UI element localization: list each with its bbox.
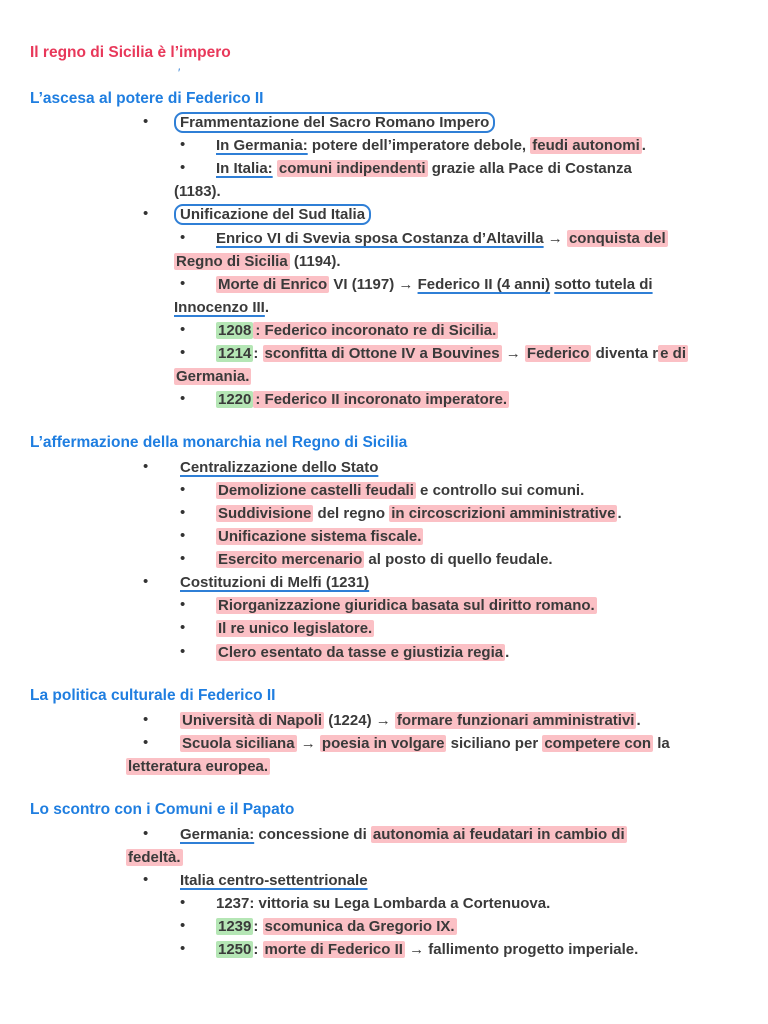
- bullet: •: [180, 136, 186, 153]
- text-span: diventa r: [591, 345, 659, 362]
- highlight: sconfitta di Ottone IV a Bouvines: [264, 345, 500, 362]
- highlight: formare funzionari amministrativi: [396, 712, 635, 729]
- highlight: poesia in volgare: [321, 735, 445, 752]
- highlight: autonomia ai feudatari in cambio di: [372, 826, 625, 843]
- highlight: in circoscrizioni amministrative: [391, 505, 616, 522]
- highlight: Germania.: [176, 368, 250, 385]
- text-span: →: [501, 345, 525, 362]
- list-item: 1237: vittoria su Lega Lombarda a Cortenuova.: [216, 895, 551, 912]
- highlight: Federico: [526, 345, 590, 362]
- highlight: competere con: [544, 735, 652, 752]
- bullet: •: [143, 711, 149, 728]
- year-highlight: 1208: [218, 322, 252, 339]
- highlight: Esercito mercenario: [218, 551, 363, 568]
- highlight: comuni indipendenti: [278, 160, 426, 177]
- text-span: Innocenzo III: [174, 299, 265, 316]
- text-span: sotto tutela di: [554, 276, 653, 293]
- text-span: (1224) →: [324, 712, 395, 729]
- section-heading-cultura: La politica culturale di Federico II: [30, 687, 276, 704]
- text-span: Costituzioni di Melfi (1231): [180, 574, 370, 591]
- list-item-continuation: [126, 848, 183, 868]
- year-highlight: 1214: [218, 345, 252, 362]
- bullet: •: [180, 527, 186, 544]
- bullet: •: [180, 917, 186, 934]
- text-span: :: [253, 941, 263, 958]
- list-item: [216, 481, 584, 501]
- highlight: e di: [660, 345, 686, 362]
- list-item: [216, 229, 668, 249]
- year-highlight: 1250: [218, 941, 252, 958]
- highlight: : Federico incoronato re di Sicilia.: [255, 322, 497, 339]
- text-span: .: [264, 299, 270, 316]
- section-heading-monarchia: L’affermazione della monarchia nel Regno di Sicilia: [30, 434, 408, 451]
- highlight: conquista del: [568, 230, 666, 247]
- list-item: [216, 504, 622, 524]
- list-item: [216, 275, 653, 295]
- bullet: •: [180, 344, 186, 361]
- bullet: •: [143, 573, 149, 590]
- bullet: •: [180, 229, 186, 246]
- list-item: [174, 205, 371, 225]
- text-span: →: [296, 735, 320, 752]
- text-span: la: [653, 735, 670, 752]
- bullet: •: [143, 825, 149, 842]
- list-item: [174, 113, 495, 133]
- bullet: •: [180, 550, 186, 567]
- highlight: morte di Federico II: [264, 941, 403, 958]
- text-span: Enrico VI di Svevia sposa Costanza d’Altavilla: [216, 230, 544, 247]
- year-highlight: 1239: [218, 918, 252, 935]
- bullet: •: [180, 643, 186, 660]
- bullet: •: [180, 504, 186, 521]
- highlight: Demolizione castelli feudali: [218, 482, 414, 499]
- list-item: [180, 458, 378, 478]
- list-item-continuation: (1183).: [174, 183, 221, 200]
- text-span: In Germania:: [216, 137, 308, 154]
- list-item: [216, 344, 688, 364]
- text-span: del regno: [313, 505, 390, 522]
- text-span: Federico II (4 anni): [417, 276, 551, 293]
- list-item-continuation: [126, 757, 270, 777]
- bullet: •: [180, 940, 186, 957]
- text-span: :: [253, 918, 263, 935]
- highlight: Morte di Enrico: [218, 276, 328, 293]
- text-span: .: [636, 712, 641, 729]
- list-item: [216, 596, 597, 616]
- bullet: •: [143, 871, 149, 888]
- text-span: .: [505, 644, 510, 661]
- highlight: feudi autonomi: [532, 137, 640, 154]
- bullet: •: [143, 113, 149, 130]
- list-item: [216, 940, 638, 960]
- list-item: [180, 871, 368, 891]
- highlight: Il re unico legislatore.: [218, 620, 373, 637]
- list-item: [216, 643, 509, 663]
- text-span: potere dell’imperatore debole,: [307, 137, 531, 154]
- highlight: Unificazione sistema fiscale.: [218, 528, 422, 545]
- list-item: [180, 573, 369, 593]
- text-span: →: [543, 230, 567, 247]
- text-span: .: [617, 505, 622, 522]
- highlight: Scuola siciliana: [182, 735, 295, 752]
- highlight: Riorganizzazione giuridica basata sul diritto romano.: [218, 597, 595, 614]
- text-span: VI (1197) →: [329, 276, 418, 293]
- stray-mark: ′: [178, 66, 181, 80]
- highlight: fedeltà.: [128, 849, 181, 866]
- bullet: •: [143, 205, 149, 222]
- list-item: [216, 550, 553, 570]
- text-span: Germania:: [180, 826, 255, 843]
- list-item: [180, 825, 627, 845]
- list-item: [180, 711, 641, 731]
- section-heading-scontro: Lo scontro con i Comuni e il Papato: [30, 801, 295, 818]
- page-title: Il regno di Sicilia è l’impero: [30, 44, 231, 61]
- text-span: grazie alla Pace di Costanza: [427, 160, 632, 177]
- text-span: :: [253, 345, 263, 362]
- highlight: : Federico II incoronato imperatore.: [255, 391, 508, 408]
- highlight: scomunica da Gregorio IX.: [264, 918, 455, 935]
- list-item: [216, 917, 457, 937]
- bullet: •: [180, 481, 186, 498]
- bullet: •: [180, 159, 186, 176]
- text-span: Centralizzazione dello Stato: [180, 459, 379, 476]
- list-item-continuation: [174, 298, 269, 318]
- list-item: [216, 619, 374, 639]
- bullet: •: [180, 894, 186, 911]
- text-span: e controllo sui comuni.: [415, 482, 585, 499]
- boxed-text: Unificazione del Sud Italia: [174, 204, 371, 225]
- bullet: •: [180, 596, 186, 613]
- list-item: [216, 390, 509, 410]
- list-item: [216, 321, 498, 341]
- bullet: •: [143, 458, 149, 475]
- bullet: •: [180, 321, 186, 338]
- bullet: •: [180, 390, 186, 407]
- highlight: letteratura europea.: [128, 758, 269, 775]
- bullet: •: [180, 619, 186, 636]
- text-span: In Italia:: [216, 160, 273, 177]
- bullet: •: [180, 275, 186, 292]
- text-span: (1194).: [289, 253, 341, 270]
- list-item: [216, 527, 423, 547]
- list-item-continuation: [174, 367, 251, 387]
- list-item: [216, 159, 632, 179]
- list-item: [216, 136, 646, 156]
- bullet: •: [143, 734, 149, 751]
- text-span: Italia centro-settentrionale: [180, 872, 368, 889]
- list-item: [180, 734, 670, 754]
- highlight: Regno di Sicilia: [176, 253, 288, 270]
- text-span: .: [641, 137, 646, 154]
- highlight: Clero esentato da tasse e giustizia regia: [218, 644, 504, 661]
- boxed-text: Frammentazione del Sacro Romano Impero: [174, 112, 495, 133]
- section-heading-ascesa: L’ascesa al potere di Federico II: [30, 90, 264, 107]
- highlight: Suddivisione: [218, 505, 312, 522]
- highlight: Università di Napoli: [182, 712, 323, 729]
- text-span: siciliano per: [446, 735, 543, 752]
- text-span: al posto di quello feudale.: [364, 551, 553, 568]
- year-highlight: 1220: [218, 391, 252, 408]
- text-span: concessione di: [254, 826, 371, 843]
- list-item-continuation: [174, 252, 341, 272]
- text-span: → fallimento progetto imperiale.: [404, 941, 639, 958]
